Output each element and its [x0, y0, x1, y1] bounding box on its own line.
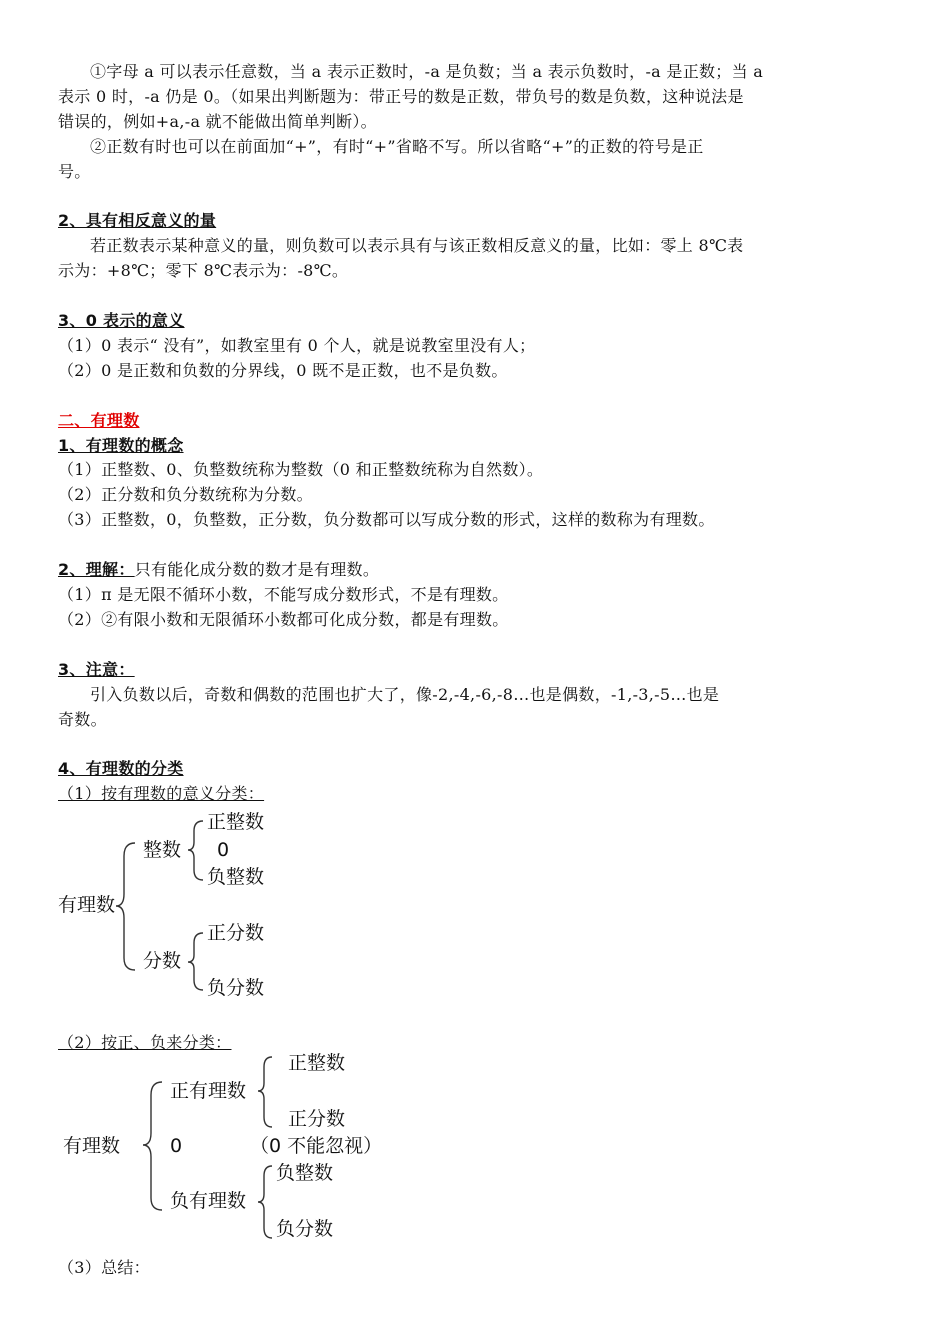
tree-node-zero-note: （0 不能忽视）	[250, 1135, 383, 1157]
paragraph-line: 表示 0 时，-a 仍是 0。（如果出判断题为：带正号的数是正数，带负号的数是负数，这种说法是	[58, 87, 744, 106]
list-item: （1）0 表示“ 没有”，如教室里有 0 个人，就是说教室里没有人；	[58, 336, 536, 355]
tree-node-negative-fraction: 负分数	[207, 977, 265, 999]
section-heading: 2、具有相反意义的量	[58, 211, 217, 230]
tree-node-positive-integer: 正整数	[207, 811, 265, 833]
paragraph-line: 引入负数以后，奇数和偶数的范围也扩大了，像-2,-4,-6,-8…也是偶数，-1,-3,-5…也是	[90, 685, 720, 704]
brace-positive	[258, 1057, 272, 1127]
tree-node-zero: 0	[170, 1135, 183, 1157]
tree-node-negative-fraction: 负分数	[276, 1218, 334, 1240]
paragraph-line: 示为：+8℃；零下 8℃表示为：-8℃。	[58, 261, 349, 280]
paragraph-line: 号。	[58, 162, 91, 181]
brace-negative	[258, 1166, 272, 1238]
tree-node-negative-integer: 负整数	[207, 866, 265, 888]
list-item: （3）正整数，0，负整数，正分数，负分数都可以写成分数的形式，这样的数称为有理数。	[58, 510, 715, 529]
tree-node-negative-integer: 负整数	[276, 1162, 334, 1184]
list-item: （1）正整数、0、负整数统称为整数（0 和正整数统称为自然数）。	[58, 460, 544, 479]
tree-node-rational: 有理数	[63, 1135, 121, 1157]
paragraph-line: ②正数有时也可以在前面加“+”，有时“+”省略不写。所以省略“+”的正数的符号是正	[90, 137, 704, 156]
tree-node-positive-rational: 正有理数	[170, 1080, 247, 1102]
tree-node-positive-integer: 正整数	[288, 1052, 346, 1074]
paragraph-line: 若正数表示某种意义的量，则负数可以表示具有与该正数相反意义的量，比如：零上 8℃表	[90, 236, 744, 255]
tree-node-negative-rational: 负有理数	[170, 1190, 247, 1212]
brace-root	[143, 1082, 162, 1210]
section-heading: 3、注意：	[58, 660, 135, 679]
list-item: （1）π 是无限不循环小数，不能写成分数形式，不是有理数。	[58, 585, 509, 604]
list-item: （2）②有限小数和无限循环小数都可化成分数，都是有理数。	[58, 610, 509, 629]
tree-node-integer: 整数	[143, 839, 182, 861]
summary-label: （3）总结：	[58, 1258, 150, 1277]
classification-title: （1）按有理数的意义分类：	[58, 784, 265, 803]
paragraph-line: 奇数。	[58, 710, 107, 729]
understand-text: 只有能化成分数的数才是有理数。	[134, 560, 380, 579]
tree-node-rational: 有理数	[58, 894, 116, 916]
tree-node-positive-fraction: 正分数	[207, 922, 265, 944]
tree-node-fraction: 分数	[143, 950, 182, 972]
paragraph-line: 错误的，例如+a,-a 就不能做出简单判断）。	[58, 112, 377, 131]
list-item: （2）正分数和负分数统称为分数。	[58, 485, 313, 504]
tree-node-positive-fraction: 正分数	[288, 1108, 346, 1130]
section-heading: 3、0 表示的意义	[58, 311, 185, 330]
paragraph-line: ①字母 a 可以表示任意数，当 a 表示正数时，-a 是负数；当 a 表示负数时，-a 是正数；当 a	[90, 62, 764, 81]
section-heading: 2、理解：	[58, 560, 135, 579]
tree-node-zero: 0	[217, 839, 230, 861]
list-item: （2）0 是正数和负数的分界线，0 既不是正数，也不是负数。	[58, 361, 508, 380]
part-heading: 二、有理数	[58, 411, 140, 430]
section-heading: 4、有理数的分类	[58, 759, 184, 778]
section-heading: 1、有理数的概念	[58, 436, 184, 455]
classification-title: （2）按正、负来分类：	[58, 1033, 232, 1052]
